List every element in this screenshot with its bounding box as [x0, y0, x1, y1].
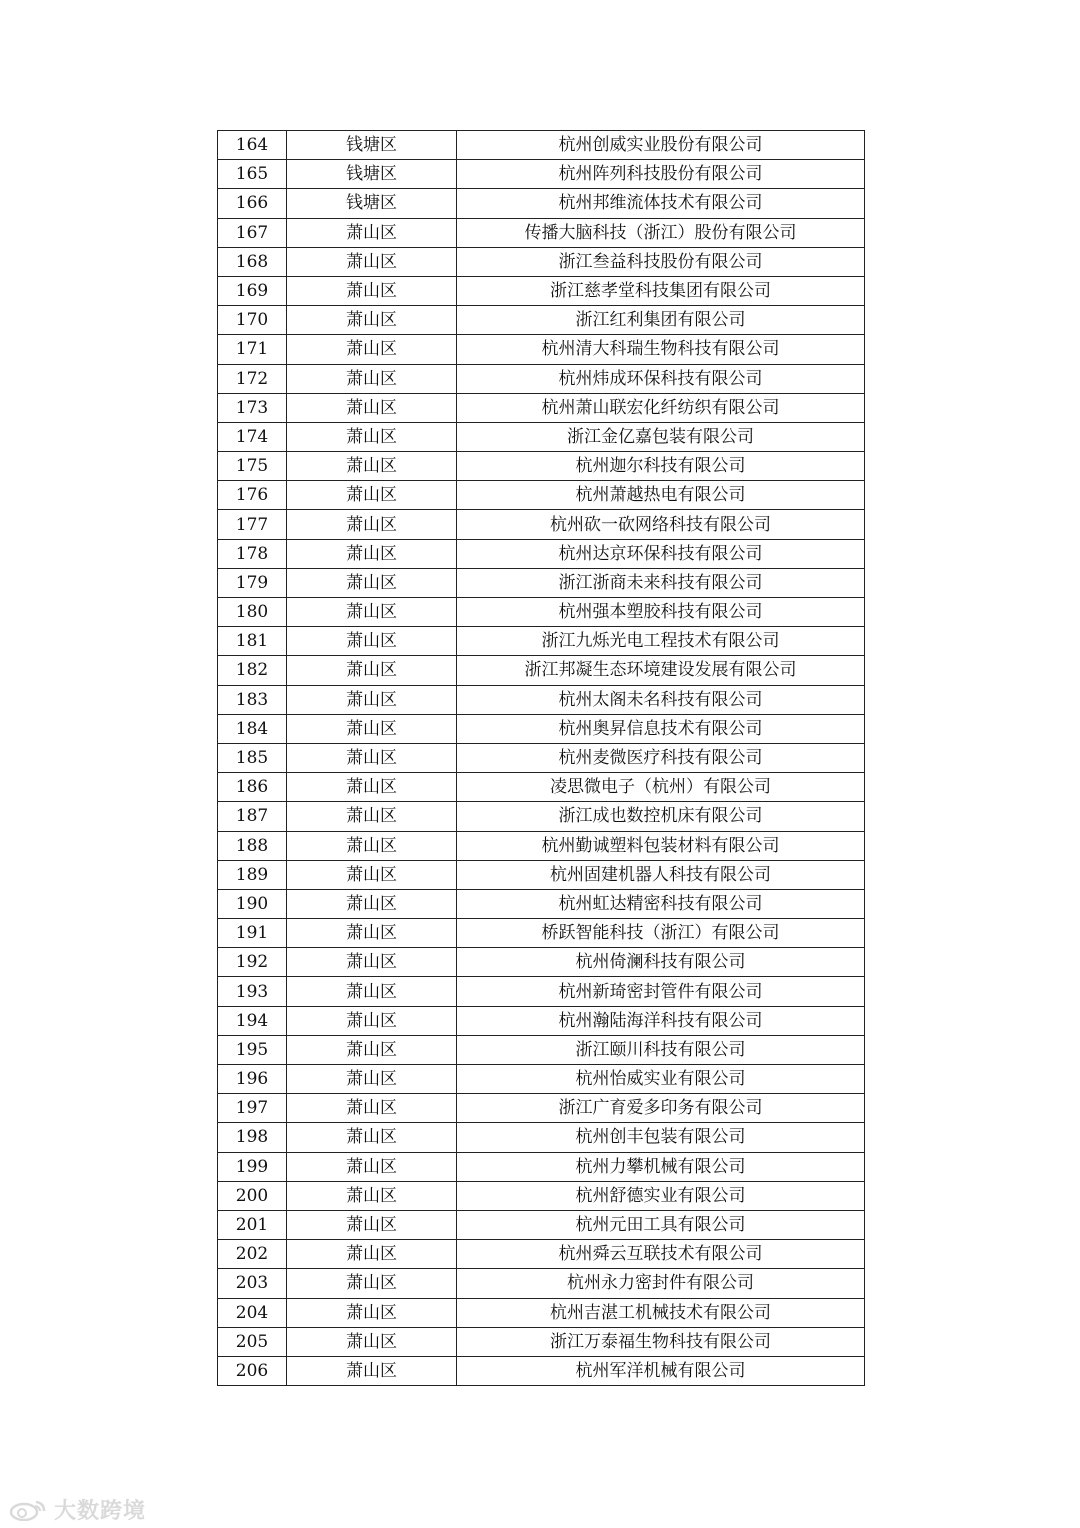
district-cell: 钱塘区: [287, 131, 457, 160]
district-cell: 萧山区: [287, 1269, 457, 1298]
district-cell: 萧山区: [287, 1240, 457, 1269]
table-row: [218, 247, 865, 276]
company-name-cell: 杭州力攀机械有限公司: [457, 1152, 865, 1181]
row-number-cell: 194: [218, 1006, 287, 1035]
district-cell: 萧山区: [287, 1356, 457, 1385]
company-name-cell: 杭州砍一砍网络科技有限公司: [457, 510, 865, 539]
row-number-cell: 185: [218, 743, 287, 772]
row-number-cell: 168: [218, 247, 287, 276]
district-cell: 钱塘区: [287, 189, 457, 218]
row-number-cell: 173: [218, 393, 287, 422]
row-number-cell: 166: [218, 189, 287, 218]
table-row: [218, 510, 865, 539]
table-row: [218, 743, 865, 772]
weibo-logo-icon: [8, 1499, 48, 1521]
row-number-cell: 167: [218, 218, 287, 247]
table-row: [218, 685, 865, 714]
table-row: [218, 335, 865, 364]
row-number-cell: 186: [218, 773, 287, 802]
district-cell: 萧山区: [287, 364, 457, 393]
company-name-cell: 杭州创威实业股份有限公司: [457, 131, 865, 160]
district-cell: 萧山区: [287, 481, 457, 510]
district-cell: 萧山区: [287, 335, 457, 364]
district-cell: 萧山区: [287, 247, 457, 276]
district-cell: 萧山区: [287, 510, 457, 539]
company-name-cell: 杭州舜云互联技术有限公司: [457, 1240, 865, 1269]
district-cell: 萧山区: [287, 656, 457, 685]
row-number-cell: 197: [218, 1094, 287, 1123]
table-row: [218, 218, 865, 247]
row-number-cell: 206: [218, 1356, 287, 1385]
district-cell: 萧山区: [287, 1065, 457, 1094]
company-name-cell: 凌思微电子（杭州）有限公司: [457, 773, 865, 802]
district-cell: 萧山区: [287, 452, 457, 481]
company-name-cell: 杭州萧山联宏化纤纺织有限公司: [457, 393, 865, 422]
table-row: [218, 160, 865, 189]
table-row: [218, 189, 865, 218]
table-row: [218, 656, 865, 685]
company-name-cell: 杭州麦微医疗科技有限公司: [457, 743, 865, 772]
row-number-cell: 171: [218, 335, 287, 364]
table-row: [218, 948, 865, 977]
company-name-cell: 杭州军洋机械有限公司: [457, 1356, 865, 1385]
row-number-cell: 203: [218, 1269, 287, 1298]
company-name-cell: 杭州勤诚塑料包装材料有限公司: [457, 831, 865, 860]
district-cell: 萧山区: [287, 218, 457, 247]
district-cell: 萧山区: [287, 831, 457, 860]
row-number-cell: 200: [218, 1181, 287, 1210]
table-row: [218, 276, 865, 305]
table-row: [218, 1152, 865, 1181]
company-name-cell: 浙江广育爱多印务有限公司: [457, 1094, 865, 1123]
table-row: [218, 773, 865, 802]
district-cell: 萧山区: [287, 393, 457, 422]
district-cell: 萧山区: [287, 860, 457, 889]
district-cell: 萧山区: [287, 1210, 457, 1239]
district-cell: 萧山区: [287, 977, 457, 1006]
company-name-cell: 杭州怡威实业有限公司: [457, 1065, 865, 1094]
table-row: [218, 977, 865, 1006]
district-cell: 萧山区: [287, 889, 457, 918]
company-name-cell: 杭州元田工具有限公司: [457, 1210, 865, 1239]
company-name-cell: 杭州创丰包装有限公司: [457, 1123, 865, 1152]
table-row: [218, 452, 865, 481]
company-name-cell: 杭州永力密封件有限公司: [457, 1269, 865, 1298]
table-row: [218, 131, 865, 160]
company-name-cell: 浙江颐川科技有限公司: [457, 1035, 865, 1064]
district-cell: 萧山区: [287, 802, 457, 831]
company-name-cell: 杭州舒德实业有限公司: [457, 1181, 865, 1210]
company-name-cell: 杭州清大科瑞生物科技有限公司: [457, 335, 865, 364]
table-row: [218, 860, 865, 889]
district-cell: 萧山区: [287, 422, 457, 451]
company-name-cell: 浙江万泰福生物科技有限公司: [457, 1327, 865, 1356]
company-name-cell: 浙江成也数控机床有限公司: [457, 802, 865, 831]
company-name-cell: 杭州瀚陆海洋科技有限公司: [457, 1006, 865, 1035]
table-row: [218, 1240, 865, 1269]
row-number-cell: 180: [218, 598, 287, 627]
company-list-table: [217, 130, 865, 1386]
row-number-cell: 191: [218, 919, 287, 948]
table-row: [218, 831, 865, 860]
company-name-cell: 桥跃智能科技（浙江）有限公司: [457, 919, 865, 948]
company-name-cell: 浙江慈孝堂科技集团有限公司: [457, 276, 865, 305]
company-name-cell: 杭州迦尔科技有限公司: [457, 452, 865, 481]
table-row: [218, 1298, 865, 1327]
table-row: [218, 306, 865, 335]
table-row: [218, 598, 865, 627]
company-name-cell: 杭州萧越热电有限公司: [457, 481, 865, 510]
district-cell: 钱塘区: [287, 160, 457, 189]
company-name-cell: 杭州固建机器人科技有限公司: [457, 860, 865, 889]
table-row: [218, 539, 865, 568]
table-row: [218, 714, 865, 743]
district-cell: 萧山区: [287, 714, 457, 743]
row-number-cell: 189: [218, 860, 287, 889]
row-number-cell: 177: [218, 510, 287, 539]
row-number-cell: 175: [218, 452, 287, 481]
district-cell: 萧山区: [287, 1094, 457, 1123]
row-number-cell: 172: [218, 364, 287, 393]
district-cell: 萧山区: [287, 1181, 457, 1210]
row-number-cell: 193: [218, 977, 287, 1006]
table-row: [218, 481, 865, 510]
district-cell: 萧山区: [287, 306, 457, 335]
district-cell: 萧山区: [287, 568, 457, 597]
row-number-cell: 184: [218, 714, 287, 743]
company-name-cell: 杭州达京环保科技有限公司: [457, 539, 865, 568]
company-name-cell: 浙江九烁光电工程技术有限公司: [457, 627, 865, 656]
company-name-cell: 杭州太阁未名科技有限公司: [457, 685, 865, 714]
row-number-cell: 169: [218, 276, 287, 305]
district-cell: 萧山区: [287, 1327, 457, 1356]
district-cell: 萧山区: [287, 1298, 457, 1327]
company-name-cell: 杭州邦维流体技术有限公司: [457, 189, 865, 218]
table-row: [218, 802, 865, 831]
table-row: [218, 1269, 865, 1298]
table-row: [218, 364, 865, 393]
district-cell: 萧山区: [287, 919, 457, 948]
row-number-cell: 176: [218, 481, 287, 510]
row-number-cell: 179: [218, 568, 287, 597]
row-number-cell: 202: [218, 1240, 287, 1269]
row-number-cell: 190: [218, 889, 287, 918]
table-row: [218, 393, 865, 422]
table-row: [218, 889, 865, 918]
district-cell: 萧山区: [287, 948, 457, 977]
row-number-cell: 170: [218, 306, 287, 335]
district-cell: 萧山区: [287, 1123, 457, 1152]
table-row: [218, 1094, 865, 1123]
district-cell: 萧山区: [287, 685, 457, 714]
table-row: [218, 1181, 865, 1210]
company-name-cell: 杭州强本塑胶科技有限公司: [457, 598, 865, 627]
district-cell: 萧山区: [287, 743, 457, 772]
company-name-cell: 杭州新琦密封管件有限公司: [457, 977, 865, 1006]
company-name-cell: 杭州虹达精密科技有限公司: [457, 889, 865, 918]
company-name-cell: 浙江邦凝生态环境建设发展有限公司: [457, 656, 865, 685]
table-body: [218, 131, 865, 1386]
company-name-cell: 杭州吉湛工机械技术有限公司: [457, 1298, 865, 1327]
company-name-cell: 杭州倚澜科技有限公司: [457, 948, 865, 977]
company-name-cell: 浙江叁益科技股份有限公司: [457, 247, 865, 276]
row-number-cell: 187: [218, 802, 287, 831]
table-row: [218, 1356, 865, 1385]
company-name-cell: 杭州阵列科技股份有限公司: [457, 160, 865, 189]
district-cell: 萧山区: [287, 1152, 457, 1181]
watermark-text: 大数跨境: [54, 1499, 147, 1524]
district-cell: 萧山区: [287, 1006, 457, 1035]
row-number-cell: 192: [218, 948, 287, 977]
table-row: [218, 1035, 865, 1064]
row-number-cell: 182: [218, 656, 287, 685]
table-row: [218, 568, 865, 597]
row-number-cell: 181: [218, 627, 287, 656]
table-row: [218, 1327, 865, 1356]
table-row: [218, 627, 865, 656]
row-number-cell: 205: [218, 1327, 287, 1356]
company-name-cell: 浙江金亿嘉包装有限公司: [457, 422, 865, 451]
district-cell: 萧山区: [287, 276, 457, 305]
row-number-cell: 183: [218, 685, 287, 714]
company-name-cell: 浙江浙商未来科技有限公司: [457, 568, 865, 597]
district-cell: 萧山区: [287, 598, 457, 627]
district-cell: 萧山区: [287, 539, 457, 568]
row-number-cell: 199: [218, 1152, 287, 1181]
company-name-cell: 杭州奥昇信息技术有限公司: [457, 714, 865, 743]
row-number-cell: 165: [218, 160, 287, 189]
row-number-cell: 195: [218, 1035, 287, 1064]
company-name-cell: 杭州炜成环保科技有限公司: [457, 364, 865, 393]
table-row: [218, 1065, 865, 1094]
row-number-cell: 196: [218, 1065, 287, 1094]
watermark: [8, 1494, 146, 1525]
row-number-cell: 178: [218, 539, 287, 568]
row-number-cell: 174: [218, 422, 287, 451]
company-name-cell: 传播大脑科技（浙江）股份有限公司: [457, 218, 865, 247]
row-number-cell: 204: [218, 1298, 287, 1327]
table-row: [218, 422, 865, 451]
table-row: [218, 1210, 865, 1239]
row-number-cell: 198: [218, 1123, 287, 1152]
row-number-cell: 188: [218, 831, 287, 860]
district-cell: 萧山区: [287, 773, 457, 802]
table-row: [218, 1006, 865, 1035]
district-cell: 萧山区: [287, 1035, 457, 1064]
table-row: [218, 1123, 865, 1152]
table-row: [218, 919, 865, 948]
row-number-cell: 164: [218, 131, 287, 160]
district-cell: 萧山区: [287, 627, 457, 656]
company-name-cell: 浙江红利集团有限公司: [457, 306, 865, 335]
row-number-cell: 201: [218, 1210, 287, 1239]
